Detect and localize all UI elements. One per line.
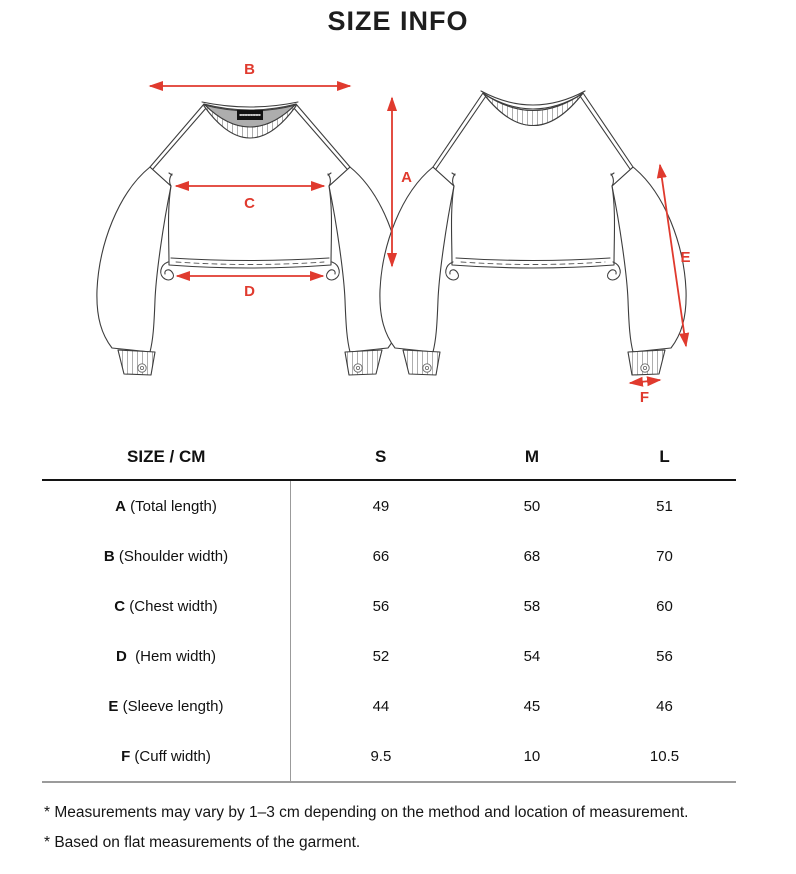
value-l: 56 — [656, 647, 673, 665]
front-left-sleeve — [97, 167, 171, 375]
row-label: A (Total length) — [115, 497, 217, 515]
value-m: 58 — [523, 597, 541, 615]
value-s: 52 — [290, 631, 470, 681]
cuff-width-arrow-F — [630, 380, 660, 383]
back-view-sketch — [380, 91, 686, 375]
footnotes — [44, 798, 784, 858]
value-m: 50 — [523, 497, 541, 515]
row-label: F (Cuff width) — [42, 731, 290, 782]
value-s: 9.5 — [290, 731, 470, 782]
value-s: 49 — [290, 480, 470, 531]
value-s: 66 — [290, 531, 470, 581]
value-l: 70 — [656, 547, 673, 565]
header-size-m: M — [471, 441, 593, 480]
size-table — [42, 441, 736, 783]
value-s: 44 — [290, 681, 470, 731]
header-size-s: S — [290, 441, 470, 480]
size-table-header-row — [42, 441, 736, 480]
garment-measurement-diagram — [0, 0, 796, 432]
dim-label-A: A — [401, 169, 413, 186]
page-title: SIZE INFO — [327, 6, 469, 36]
table-row-total-length — [42, 480, 736, 531]
table-row-shoulder-width — [42, 531, 736, 581]
value-l: 51 — [656, 497, 673, 515]
value-m: 10 — [471, 731, 593, 782]
value-m: 68 — [523, 547, 541, 565]
value-l: 46 — [656, 697, 673, 715]
header-size-l: L — [593, 441, 736, 480]
note-flat-measurement: * Based on flat measurements of the garment. — [44, 834, 361, 851]
size-table-section — [42, 441, 736, 783]
note-measurement-variance: * Measurements may vary by 1–3 cm depending on the method and location of measurement. — [44, 804, 689, 821]
dim-label-E: E — [680, 249, 692, 266]
row-label: B (Shoulder width) — [103, 547, 229, 565]
header-size-cm: SIZE / CM — [42, 441, 290, 480]
table-row-chest-width — [42, 581, 736, 631]
table-row-hem-width — [42, 631, 736, 681]
dim-label-F: F — [639, 389, 651, 406]
row-label: D (Hem width) — [115, 647, 216, 665]
garment-sketch-svg — [0, 0, 796, 432]
dim-label-B: B — [244, 61, 256, 78]
dim-label-C: C — [244, 195, 256, 212]
table-row-sleeve-length — [42, 681, 736, 731]
value-m: 54 — [523, 647, 541, 665]
front-view-sketch — [97, 102, 403, 375]
value-m: 45 — [523, 697, 541, 715]
row-label: E (Sleeve length) — [108, 697, 224, 715]
table-row-cuff-width — [42, 731, 736, 782]
value-l: 10.5 — [593, 731, 736, 782]
row-label: C (Chest width) — [114, 597, 218, 615]
value-s: 56 — [290, 581, 470, 631]
dim-label-D: D — [244, 283, 256, 300]
value-l: 60 — [656, 597, 673, 615]
